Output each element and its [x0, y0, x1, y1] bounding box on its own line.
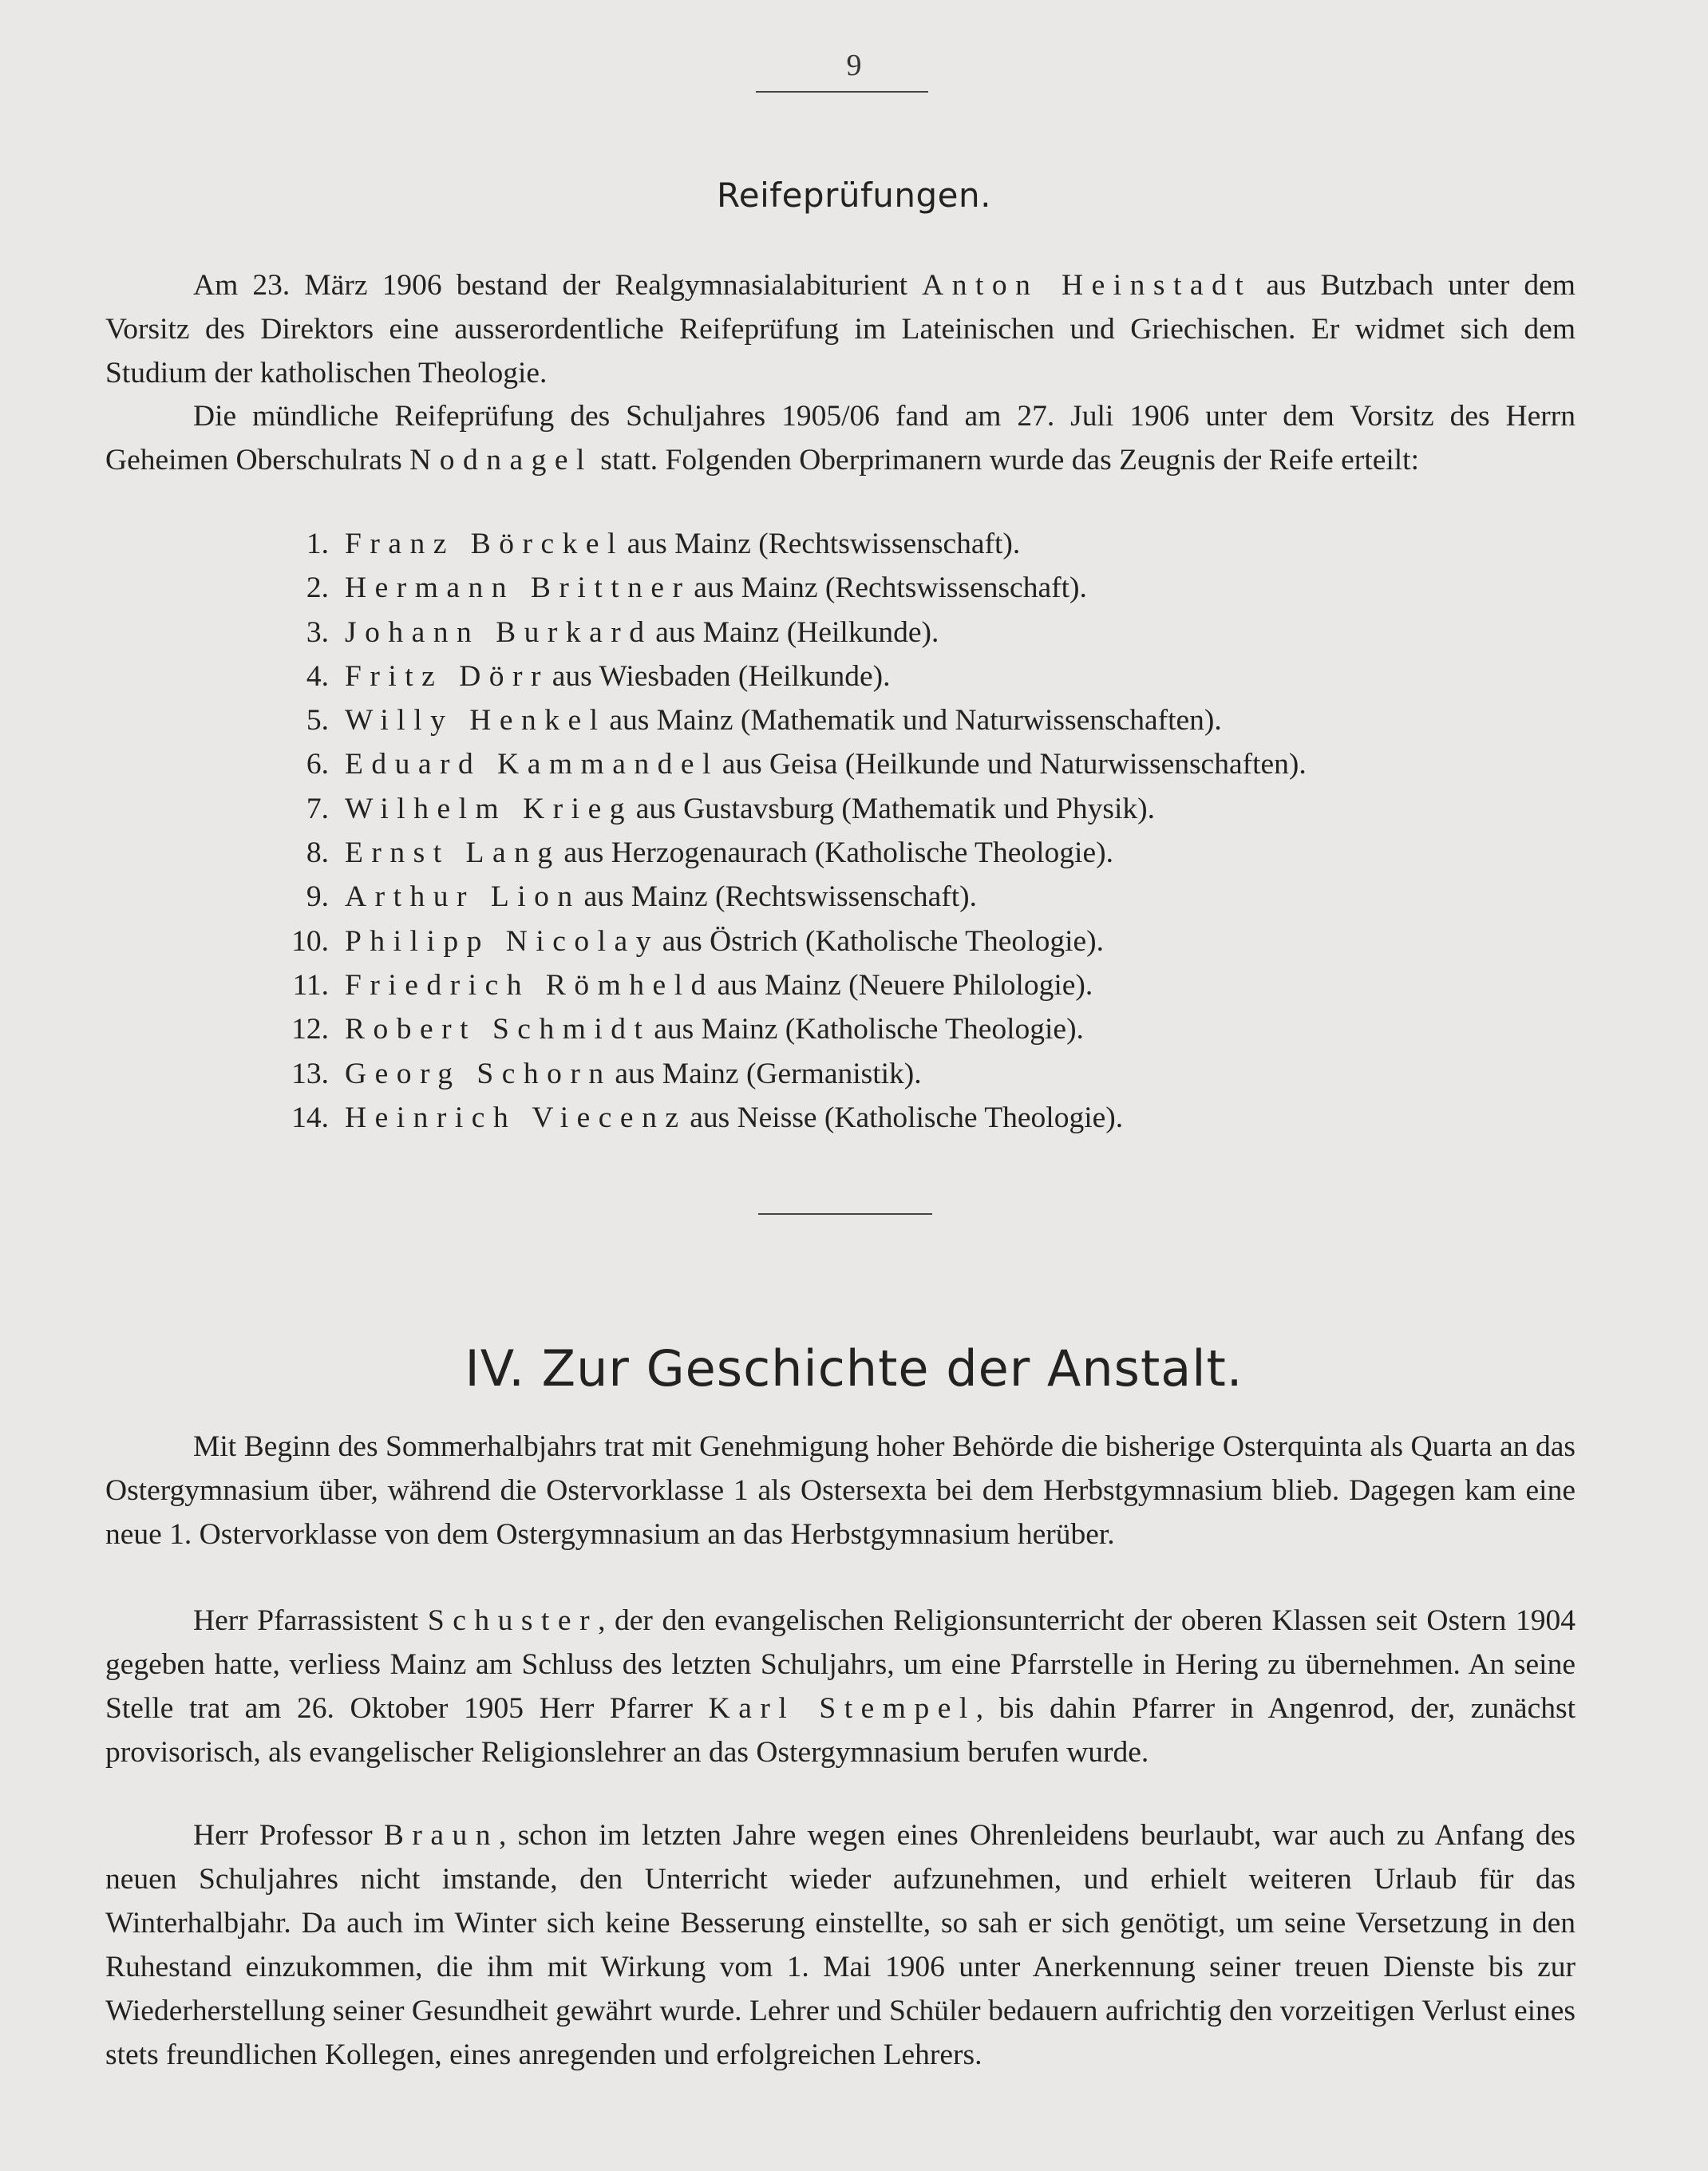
list-number: 10.	[291, 924, 329, 958]
graduate-details: aus Neisse (Katholische Theologie).	[690, 1101, 1124, 1134]
graduate-name: Arthur Lion	[345, 880, 581, 914]
graduate-name: Georg Schorn	[345, 1057, 612, 1090]
graduates-list	[263, 522, 1620, 1140]
list-item	[263, 919, 1620, 963]
text-run: statt. Folgenden Oberprimanern wurde das Zeugnis der Reife erteilt:	[592, 444, 1420, 477]
list-number: 12.	[291, 1013, 329, 1046]
graduate-details: aus Mainz (Katholische Theologie).	[654, 1013, 1084, 1046]
graduate-details: aus Herzogenaurach (Katholische Theologie).	[563, 836, 1113, 870]
list-item	[263, 654, 1620, 698]
list-item	[263, 1007, 1620, 1051]
list-item	[263, 831, 1620, 875]
paragraph-oral-exam	[105, 394, 1576, 482]
list-number: 7.	[306, 792, 329, 825]
list-number: 13.	[291, 1057, 329, 1090]
graduate-details: aus Östrich (Katholische Theologie).	[662, 924, 1105, 958]
person-name: Anton Heinstadt	[922, 269, 1252, 302]
paragraph-extraordinary-exam	[105, 263, 1576, 395]
text-run: Herr Professor	[193, 1819, 384, 1852]
list-number: 9.	[306, 880, 329, 914]
list-item	[263, 566, 1620, 610]
list-number: 6.	[306, 748, 329, 781]
list-number: 2.	[306, 571, 329, 605]
list-number: 4.	[306, 659, 329, 693]
text-run: Mit Beginn des Sommerhalbjahrs trat mit Genehmigung hoher Behörde die bisherige Osterquinta als Quarta an das Ostergymnasium über, während die Ostervorklasse 1 als Ostersexta bei dem Herbstgymnasium blieb. Dagegen kam eine neue 1. Ostervorklasse von dem Ostergymnasium an das Herbstgymnasium herüber.	[105, 1430, 1576, 1551]
list-item	[263, 611, 1620, 654]
text-run: Am 23. März 1906 bestand der Realgymnasialabiturient	[193, 269, 923, 302]
list-number: 1.	[306, 528, 329, 560]
person-name: Nodnagel	[409, 444, 593, 477]
graduate-name: Robert Schmidt	[345, 1013, 651, 1046]
list-item	[263, 742, 1620, 786]
list-number: 11.	[292, 968, 329, 1002]
list-item	[263, 963, 1620, 1007]
list-item	[263, 522, 1620, 566]
text-run: , bis dahin Pfarrer in Angenrod, der, zunächst provisorisch, als evangelischer Religionslehrer an das Ostergymnasium berufen wurde.	[105, 1692, 1576, 1769]
person-name: Schuster	[427, 1604, 599, 1637]
paragraph-religion-teacher	[105, 1599, 1576, 1774]
person-name: Braun	[383, 1819, 499, 1852]
graduate-details: aus Wiesbaden (Heilkunde).	[552, 659, 891, 693]
graduate-details: aus Mainz (Germanistik).	[615, 1057, 922, 1090]
graduate-name: Philipp Nicolay	[345, 924, 659, 958]
list-number: 5.	[306, 704, 329, 738]
page-number: 9	[846, 49, 862, 82]
graduate-name: Johann Burkard	[345, 615, 653, 649]
list-item	[263, 1052, 1620, 1096]
list-item	[263, 875, 1620, 919]
text-run: , schon im letzten Jahre wegen eines Ohrenleidens beurlaubt, war auch zu Anfang des neuen Schuljahres nicht imstande, den Unterricht wieder aufzunehmen, und erhielt weiteren Urlaub für das Winterhalbjahr. Da auch im Winter sich keine Besserung einstellte, so sah er sich genötigt, um seine Versetzung in den Ruhestand einzukommen, die ihm mit Wirkung vom 1. Mai 1906 unter Anerkennung seiner treuen Dienste bis zur Wiederherstellung seiner Gesundheit gewährt wurde. Lehrer und Schüler bedauern aufrichtig den vorzeitigen Verlust eines stets freundlichen Kollegen, eines anregenden und erfolgreichen Lehrers.	[105, 1819, 1576, 2071]
list-number: 8.	[306, 836, 329, 870]
graduate-details: aus Mainz (Neuere Philologie).	[717, 968, 1093, 1002]
graduate-details: aus Mainz (Rechtswissenschaft).	[583, 880, 978, 914]
graduate-details: aus Mainz (Heilkunde).	[655, 615, 939, 649]
paragraph-professor-retirement	[105, 1813, 1576, 2077]
text-run: , der den evangelischen Religionsunterricht der oberen Klassen seit Ostern 1904 gegeben hatte, verliess Mainz am Schluss des letzten Schuljahrs, um eine Pfarrstelle in Hering zu übernehmen. An seine Stelle trat am 26. Oktober 1905 Herr Pfarrer	[105, 1604, 1576, 1725]
person-name: Karl Stempel	[708, 1692, 976, 1725]
graduate-name: Willy Henkel	[345, 704, 607, 738]
section-title-geschichte: IV. Zur Geschichte der Anstalt.	[465, 1339, 1243, 1398]
graduate-name: Wilhelm Krieg	[345, 792, 633, 825]
graduate-details: aus Mainz (Mathematik und Naturwissenschaften).	[609, 704, 1222, 738]
section-title-reifepruefungen: Reifeprüfungen.	[717, 176, 991, 215]
text-run: Herr Pfarrassistent	[193, 1604, 428, 1637]
section-divider-rule	[758, 1213, 932, 1215]
graduate-details: aus Mainz (Rechtswissenschaft).	[694, 571, 1087, 605]
list-item	[263, 1096, 1620, 1140]
graduate-name: Friedrich Römheld	[345, 968, 714, 1002]
text-run: aus Butzbach unter dem Vorsitz des Direktors eine ausserordentliche Reifeprüfung im Lateinischen und Griechischen. Er widmet sich dem Studium der katholischen Theologie.	[105, 269, 1576, 390]
graduate-name: Hermann Brittner	[345, 571, 691, 605]
graduate-name: Eduard Kammandel	[345, 748, 719, 781]
graduate-details: aus Mainz (Rechtswissenschaft).	[627, 528, 1021, 560]
graduate-name: Ernst Lang	[345, 836, 561, 870]
header-rule	[756, 91, 928, 93]
list-item	[263, 698, 1620, 742]
text-run: Die mündliche Reifeprüfung des Schuljahres 1905/06 fand am 27. Juli 1906 unter dem Vorsitz des Herrn Geheimen Oberschulrats	[105, 400, 1576, 477]
graduate-details: aus Gustavsburg (Mathematik und Physik).	[635, 792, 1156, 825]
list-number: 14.	[291, 1101, 329, 1134]
graduate-name: Fritz Dörr	[345, 659, 550, 693]
paragraph-class-changes	[105, 1425, 1576, 1556]
list-item	[263, 787, 1620, 831]
list-number: 3.	[306, 615, 329, 649]
graduate-name: Heinrich Viecenz	[345, 1101, 687, 1134]
graduate-details: aus Geisa (Heilkunde und Naturwissenschaften).	[722, 748, 1307, 781]
graduate-name: Franz Börckel	[345, 528, 624, 560]
